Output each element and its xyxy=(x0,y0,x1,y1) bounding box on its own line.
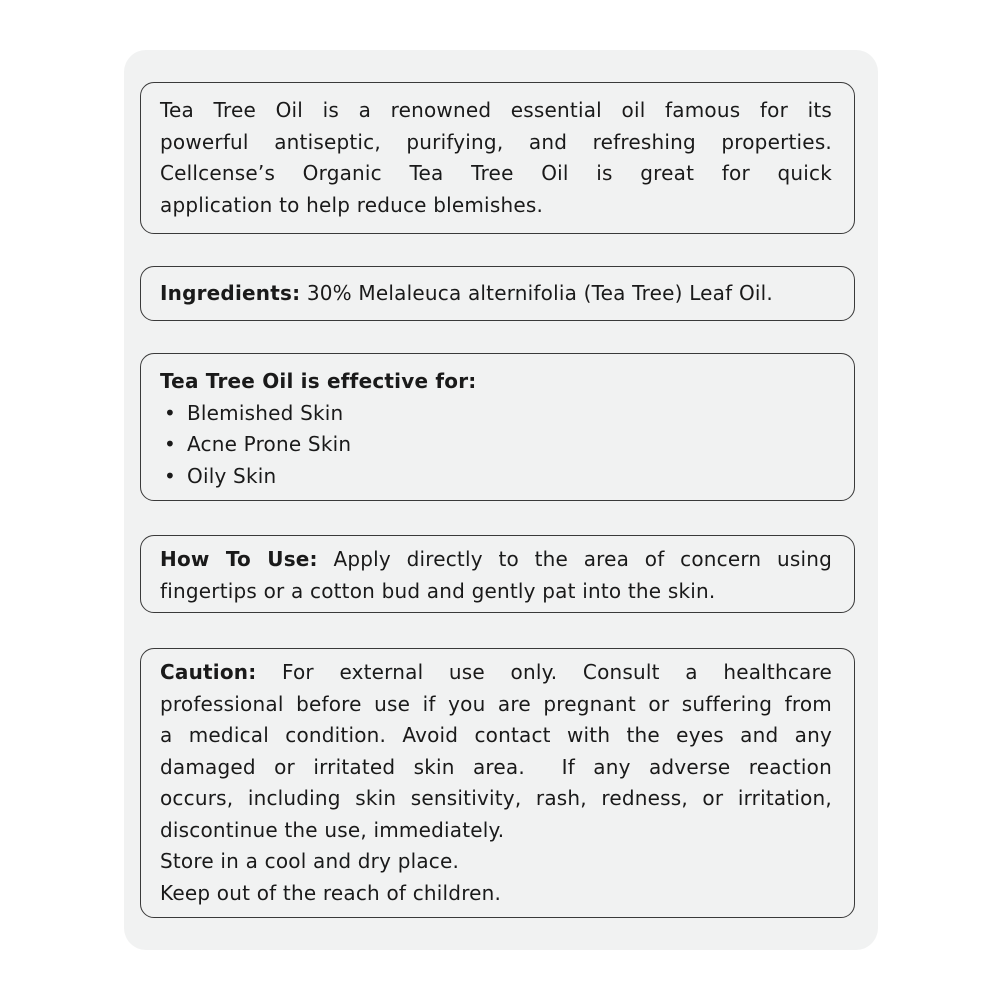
caution-line: professional before use if you are pregnant or suffering from xyxy=(160,691,832,716)
list-item xyxy=(160,461,832,493)
bullet-icon: • xyxy=(164,400,176,425)
intro-section xyxy=(140,82,855,234)
how-to-use-text: Apply directly to the area of concern using xyxy=(317,547,832,571)
intro-line: application to help reduce blemishes. xyxy=(160,192,543,217)
child-safety-instruction: Keep out of the reach of children. xyxy=(160,880,502,905)
list-item-label: Acne Prone Skin xyxy=(187,432,352,456)
bullet-icon: • xyxy=(164,432,176,456)
caution-label: Caution: xyxy=(160,660,257,684)
ingredients-section xyxy=(140,266,855,321)
list-item xyxy=(160,429,832,461)
caution-line: discontinue the use, immediately. xyxy=(160,817,505,842)
intro-line: powerful antiseptic, purifying, and refreshing properties. xyxy=(160,129,832,154)
caution-line xyxy=(160,657,832,689)
how-to-use-line: fingertips or a cotton bud and gently pat into the skin. xyxy=(160,578,716,603)
storage-instruction: Store in a cool and dry place. xyxy=(160,849,460,873)
list-item xyxy=(160,398,832,430)
caution-line: occurs, including skin sensitivity, rash, redness, or irritation, xyxy=(160,786,832,810)
effective-for-list xyxy=(160,398,832,493)
caution-line: a medical condition. Avoid contact with the eyes and any xyxy=(160,723,832,747)
intro-line: Tea Tree Oil is a renowned essential oil famous for its xyxy=(160,98,832,122)
caution-line: damaged or irritated skin area. If any adverse reaction xyxy=(160,754,832,779)
effective-for-heading: Tea Tree Oil is effective for: xyxy=(160,369,477,393)
effective-for-section xyxy=(140,353,855,501)
how-to-use-section xyxy=(140,535,855,613)
caution-text: For external use only. Consult a healthcare xyxy=(256,660,832,684)
ingredients-line xyxy=(160,278,832,310)
how-to-use-line xyxy=(160,544,832,576)
ingredients-text: 30% Melaleuca alternifolia (Tea Tree) Leaf Oil. xyxy=(300,281,773,305)
ingredients-label: Ingredients: xyxy=(160,281,301,305)
caution-section xyxy=(140,648,855,918)
how-to-use-label: How To Use: xyxy=(160,547,318,571)
list-item-label: Oily Skin xyxy=(187,463,277,488)
bullet-icon: • xyxy=(164,463,176,488)
intro-line: Cellcense’s Organic Tea Tree Oil is great for quick xyxy=(160,161,832,185)
list-item-label: Blemished Skin xyxy=(187,400,344,425)
